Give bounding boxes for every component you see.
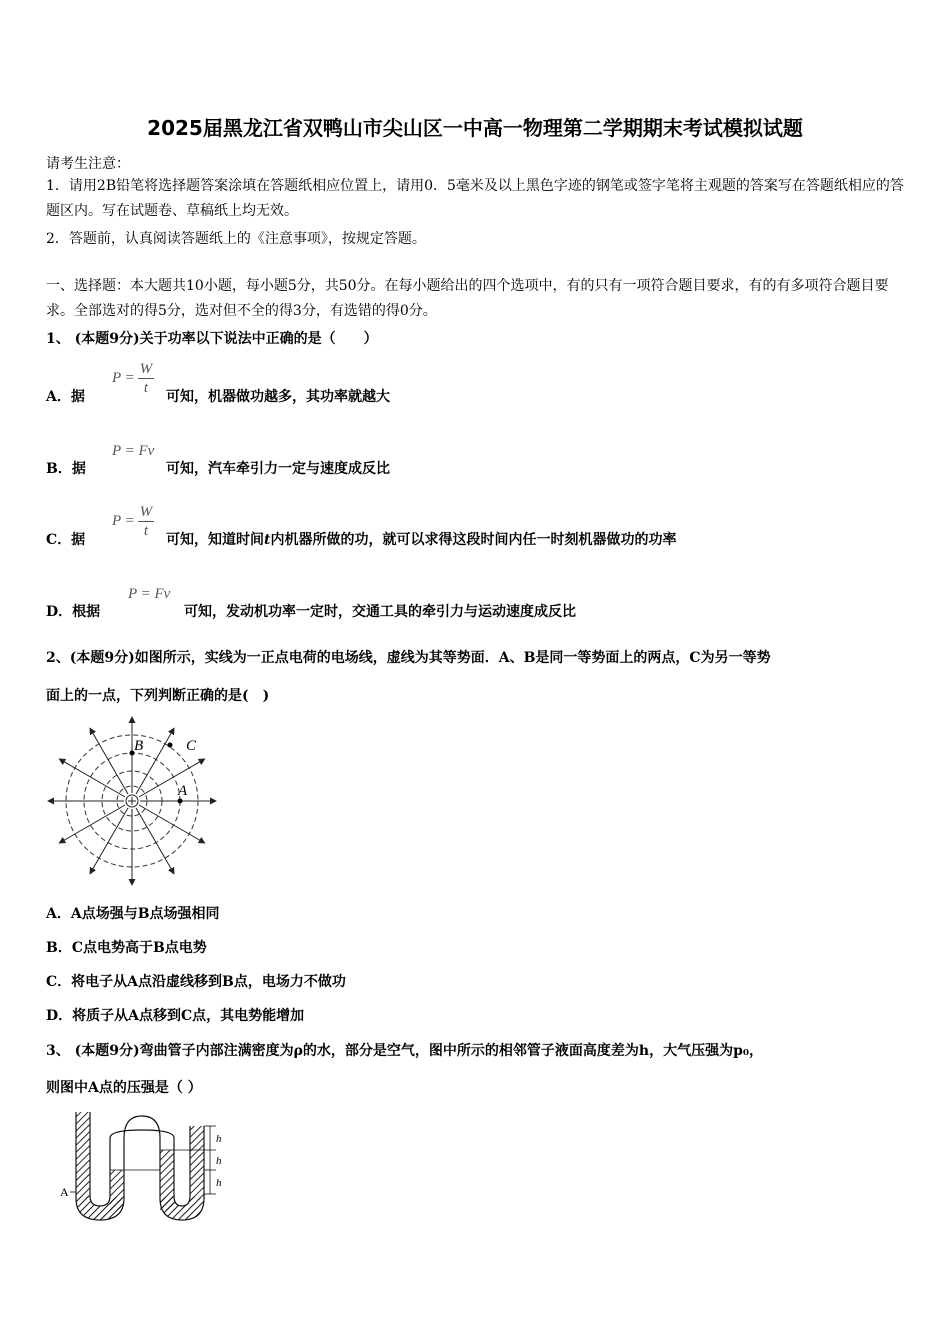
section-intro: 一、选择题：本大题共10小题，每小题5分，共50分。在每小题给出的四个选项中，有的只有一项符合题目要求，有的有多项符合题目要求。全部选对的得5分，选对但不全的得3分，有选错的得0分。: [46, 278, 889, 319]
q3-stem-line-1: 3、 (本题9分)弯曲管子内部注满密度为ρ的水，部分是空气，图中所示的相邻管子液面高度差为h，大气压强为p₀，: [46, 1043, 764, 1059]
notice-item-1: 1．请用2B铅笔将选择题答案涂填在答题纸相应位置上，请用0．5毫米及以上黑色字迹的钢笔或签字笔将主观题的答案写在答题纸相应的答题区内。写在试题卷、草稿纸上均无效。: [46, 178, 904, 219]
formula-numerator: W: [139, 361, 153, 377]
q2-field-diagram: [46, 716, 226, 886]
q1-option-c-text: [166, 529, 676, 549]
q2-option-d: D．将质子从A点移到C点，其电势能增加: [46, 1008, 305, 1024]
field-line: [59, 759, 125, 797]
q1-option-a-label: A．据: [46, 389, 85, 405]
q2-stem-line-2: 面上的一点，下列判断正确的是( ): [46, 688, 270, 704]
q1-option-d-label: D．根据: [46, 604, 101, 620]
label-c: C: [186, 738, 197, 754]
field-line: [139, 759, 205, 797]
field-line: [139, 805, 205, 843]
tube-inner-wall: [90, 1112, 190, 1206]
point-a: [178, 799, 183, 804]
page-title: 2025届黑龙江省双鸭山市尖山区一中高一物理第二学期期末考试模拟试题: [147, 116, 803, 140]
water-column: [76, 1112, 90, 1198]
water-bend: [76, 1196, 124, 1220]
q1-option-c-label: C．据: [46, 532, 86, 548]
q1-option-b-text: 可知，汽车牵引力一定与速度成反比: [166, 461, 390, 477]
q2-option-a: A．A点场强与B点场强相同: [46, 906, 220, 922]
q1-option-c-text-2: 内机器所做的功，就可以求得这段时间内任一时刻机器做功的功率: [270, 532, 677, 548]
label-b: B: [134, 738, 144, 754]
q3-tube-diagram: [56, 1108, 246, 1228]
q1-option-a-text: 可知，机器做功越多，其功率就越大: [166, 389, 390, 405]
field-line: [59, 805, 125, 843]
q1-option-b-label: B．据: [46, 461, 86, 477]
water-column: [190, 1126, 204, 1200]
q1-option-b-formula: P = Fv: [112, 443, 155, 459]
label-a: A: [60, 1185, 69, 1199]
notice-item-2: 2．答题前，认真阅读答题纸上的《注意事项》，按规定答题。: [46, 231, 426, 247]
q2-option-b: B．C点电势高于B点电势: [46, 940, 207, 956]
label-h: h: [216, 1133, 222, 1145]
q3-stem-line-2: 则图中A点的压强是（ ）: [46, 1080, 202, 1096]
formula-numerator: W: [139, 504, 153, 520]
q1-stem: 1、 (本题9分)关于功率以下说法中正确的是（ ）: [46, 331, 378, 347]
tube-outer-wall: [76, 1112, 204, 1220]
notice-heading: 请考生注意：: [46, 156, 130, 172]
q2-stem-line-1: 2、(本题9分)如图所示，实线为一正点电荷的电场线，虚线为其等势面．A、B是同一等势面上的两点，C为另一等势: [46, 650, 771, 666]
q1-option-c-formula: [112, 503, 154, 540]
field-line: [90, 728, 128, 794]
point-c: [168, 743, 173, 748]
q1-option-a-formula: [112, 360, 154, 397]
label-h: h: [216, 1155, 222, 1167]
q2-option-c: C．将电子从A点沿虚线移到B点，电场力不做功: [46, 974, 346, 990]
water-bend: [160, 1196, 204, 1220]
field-line: [136, 808, 174, 874]
label-h: h: [216, 1177, 222, 1189]
formula-lhs: P =: [112, 512, 135, 529]
q1-option-d-formula: P = Fv: [128, 586, 171, 602]
q1-option-d-text: 可知，发动机功率一定时，交通工具的牵引力与运动速度成反比: [184, 604, 576, 620]
formula-denominator: t: [143, 380, 149, 396]
q1-option-c-text-1: 可知，知道时间: [166, 532, 264, 548]
q1-option-c-var: t: [264, 532, 271, 548]
formula-denominator: t: [143, 523, 149, 539]
formula-lhs: P =: [112, 369, 135, 386]
label-a: A: [178, 783, 188, 799]
field-line: [90, 808, 128, 874]
